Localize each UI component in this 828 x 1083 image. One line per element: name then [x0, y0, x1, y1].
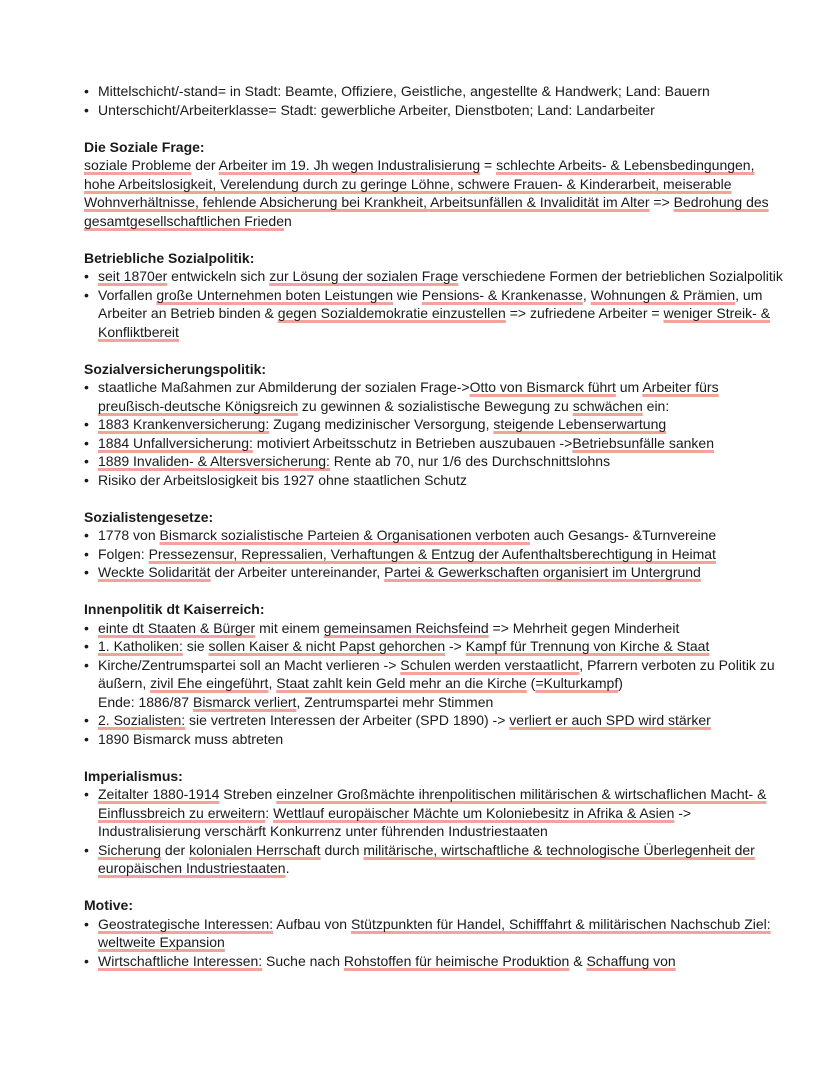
highlighted-text: Rohstoffen für heimische Produktion	[343, 952, 570, 969]
highlighted-text: Partei & Gewerkschaften organisiert im Untergrund	[384, 564, 701, 580]
bullet-list	[84, 378, 788, 489]
section-gap	[84, 230, 788, 249]
highlighted-text: Bismarck verliert	[192, 693, 297, 710]
bullet-list	[84, 785, 788, 878]
bullet-item	[84, 619, 788, 638]
bullet-item	[84, 563, 788, 582]
bullet-item	[84, 711, 788, 730]
text-segment: ->	[445, 638, 466, 654]
bullet-item	[84, 101, 788, 120]
text-segment: Ende: 1886/87	[98, 693, 193, 710]
section	[84, 896, 788, 970]
highlighted-text: einte dt Staaten & Bürger	[98, 619, 256, 636]
bullet-item	[84, 915, 788, 952]
highlighted-text: Arbeiter im 19. Jh wegen Industralisierung	[218, 157, 481, 173]
section-heading: Betriebliche Sozialpolitik:	[84, 249, 255, 266]
text-segment: n	[284, 212, 292, 229]
highlighted-text: Pensions- & Krankenasse	[421, 286, 583, 303]
text-segment: ein:	[642, 397, 670, 414]
bullet-item	[84, 452, 788, 471]
text-segment: auch Gesangs- &Turnvereine	[529, 527, 717, 543]
highlighted-text: seit 1870er	[98, 268, 168, 284]
text-segment: :	[265, 804, 274, 821]
highlighted-text: =Kulturkampf	[535, 675, 619, 691]
text-segment: Risiko der Arbeitslosigkeit bis 1927 ohne staatlichen Schutz	[98, 471, 467, 488]
highlighted-text: Bismarck sozialistische Parteien & Organisationen verboten	[159, 527, 530, 543]
text-segment: entwickeln sich	[167, 268, 270, 284]
highlighted-text: weniger Streik- & Konfliktbereit	[98, 305, 771, 340]
bullet-item	[84, 415, 788, 434]
text-segment: Kirche/Zentrumspartei soll an Macht verlieren ->	[98, 656, 401, 673]
highlighted-text: Staat zahlt kein Geld mehr an die Kirche	[276, 675, 527, 691]
bullet-item	[84, 952, 788, 971]
highlighted-text: steigende Lebenserwartung	[493, 416, 667, 432]
bullet-item	[84, 526, 788, 545]
bullet-list	[84, 267, 788, 341]
text-segment: , Zentrumspartei mehr Stimmen	[296, 693, 494, 710]
text-segment: der Arbeiter untereinander,	[210, 564, 385, 580]
text-segment: , Pfarrern verboten zu Politik zu äußern,	[98, 656, 775, 691]
highlighted-text: 1884 Unfallversicherung:	[98, 434, 253, 451]
highlighted-text: große Unternehmen boten Leistungen	[156, 286, 393, 303]
highlighted-text: Wettlauf europäischer Mächte um Koloniebesitz in Afrika & Asien	[273, 804, 675, 821]
text-segment: sie vertreten Interessen der Arbeiter (SPD 1890) ->	[185, 712, 510, 728]
section-heading: Innenpolitik dt Kaiserreich:	[84, 601, 265, 617]
highlighted-text: Schulen werden verstaatlicht	[400, 656, 580, 673]
highlighted-text: sollen Kaiser & nicht Papst gehorchen	[208, 638, 446, 654]
highlighted-text: schlechte Arbeits- & Lebensbedingungen, hohe Arbeitslosigkeit, Verelendung durch zu geringe Löhne, schwere Frauen- & Kinderarbeit, meiserable Wohnverhältnisse, fehlende Absicherung bei Krankheit, Arbeitsunfällen & Invalidität im Alter	[84, 157, 755, 210]
highlighted-text: Stützpunkten für Handel, Schifffahrt & militärischen Nachschub Ziel: weltweite Expansion	[98, 915, 771, 950]
highlighted-text: Arbeiter fürs preußisch-deutsche Königsreich	[98, 379, 719, 414]
section	[84, 82, 788, 119]
section-heading: Motive:	[84, 897, 133, 913]
highlighted-text: einzelner Großmächte ihrenpolitischen militärischen & wirtschaflichen Macht- & Einflussbreich zu erweitern	[98, 786, 767, 821]
highlighted-text: verliert er auch SPD wird stärker	[509, 712, 711, 728]
highlighted-text: Otto von Bismarck führt	[469, 379, 616, 395]
highlighted-text: Sicherung	[98, 841, 162, 858]
highlighted-text: 1889 Invaliden- & Altersversicherung:	[98, 453, 330, 469]
text-segment: wie	[392, 286, 422, 303]
bullet-list	[84, 526, 788, 582]
text-segment: Streben	[219, 786, 277, 802]
text-segment: -> Industralisierung verschärft Konkurrenz unter führenden Industriestaaten	[98, 804, 692, 839]
bullet-item	[84, 545, 788, 564]
highlighted-text: Betriebsunfälle sanken	[572, 434, 714, 451]
section-heading: Sozialversicherungspolitik:	[84, 360, 267, 377]
section-heading: Sozialistengesetze:	[84, 508, 214, 525]
bullet-item	[84, 785, 788, 841]
text-segment: staatliche Maßahmen zur Abmilderung der sozialen Frage->	[98, 379, 470, 395]
bullet-list	[84, 619, 788, 749]
paragraph	[84, 156, 788, 230]
text-segment: der	[191, 157, 219, 173]
text-segment: Folgen:	[98, 545, 149, 562]
text-segment: Unterschicht/Arbeiterklasse= Stadt: gewerbliche Arbeiter, Dienstboten; Land: Landarbeiter	[98, 101, 655, 118]
text-segment: =>	[649, 194, 674, 210]
bullet-item	[84, 471, 788, 490]
highlighted-text: zur Lösung der sozialen Frage	[269, 268, 459, 284]
text-segment: ,	[268, 675, 277, 691]
text-segment: um	[615, 379, 643, 395]
section-gap	[84, 119, 788, 138]
text-segment: , um Arbeiter an Betrieb binden &	[98, 286, 763, 321]
bullet-item	[84, 82, 788, 101]
section	[84, 360, 788, 490]
bullet-item	[84, 656, 788, 712]
section	[84, 138, 788, 231]
highlighted-text: 1. Katholiken:	[98, 638, 183, 654]
section	[84, 508, 788, 582]
text-segment: motiviert Arbeitsschutz in Betrieben auszubauen ->	[252, 434, 573, 451]
text-segment: Vorfallen	[98, 286, 157, 303]
text-segment: 1890 Bismarck muss abtreten	[98, 730, 284, 747]
section-gap	[84, 341, 788, 360]
bullet-item	[84, 267, 788, 286]
text-segment: sie	[182, 638, 209, 654]
highlighted-text: 2. Sozialisten:	[98, 712, 186, 728]
bullet-item	[84, 286, 788, 342]
highlighted-text: Geostrategische Interessen:	[98, 915, 274, 932]
section-heading: Die Soziale Frage:	[84, 138, 205, 155]
text-segment: .	[285, 860, 290, 876]
document-content	[84, 82, 788, 970]
highlighted-text: Kampf für Trennung von Kirche & Staat	[465, 638, 710, 654]
bullet-item	[84, 637, 788, 656]
bullet-item	[84, 841, 788, 878]
highlighted-text: Pressezensur, Repressalien, Verhaftungen & Entzug der Aufenthaltsberechtigung in Heimat	[148, 545, 716, 562]
highlighted-text: kolonialen Herrschaft	[189, 841, 321, 858]
highlighted-text: 1883 Krankenversicherung:	[98, 416, 270, 432]
highlighted-text: soziale Probleme	[84, 157, 192, 173]
highlighted-text: gegen Sozialdemokratie einzustellen	[277, 305, 506, 321]
text-segment: 1778 von	[98, 527, 160, 543]
text-segment: der	[161, 841, 190, 858]
highlighted-text: Wirtschaftliche Interessen:	[98, 952, 263, 969]
section-gap	[84, 878, 788, 897]
section-gap	[84, 748, 788, 767]
bullet-item	[84, 730, 788, 749]
highlighted-text: militärische, wirtschaftliche & technologische Überlegenheit der europäischen Industriestaaten	[98, 841, 755, 876]
section	[84, 600, 788, 748]
highlighted-text: zivil Ehe eingeführt	[150, 675, 269, 691]
highlighted-text: Wohnungen & Prämien	[590, 286, 736, 303]
highlighted-text: Schaffung von	[586, 952, 676, 969]
bullet-list	[84, 82, 788, 119]
bullet-list	[84, 915, 788, 971]
text-segment: durch	[320, 841, 364, 858]
section	[84, 249, 788, 342]
text-segment: zu gewinnen & sozialistische Bewegung zu	[298, 397, 573, 414]
highlighted-text: gemeinsamen Reichsfeind	[323, 619, 489, 636]
text-segment: (	[526, 675, 536, 691]
text-segment: Suche nach	[262, 952, 344, 969]
highlighted-text: Bedrohung des gesamtgesellschaftlichen Friede	[84, 194, 769, 229]
section-gap	[84, 489, 788, 508]
section-heading: Imperialismus:	[84, 767, 183, 784]
text-segment: &	[569, 952, 587, 969]
text-segment: Mittelschicht/-stand= in Stadt: Beamte, Offiziere, Geistliche, angestellte & Handwerk; Land: Bauern	[98, 83, 710, 99]
text-segment: =	[480, 157, 497, 173]
section	[84, 767, 788, 878]
text-segment: verschiedene Formen der betrieblichen Sozialpolitik	[458, 268, 783, 284]
bullet-item	[84, 378, 788, 415]
text-segment: Aufbau von	[273, 915, 351, 932]
text-segment: Zugang medizinischer Versorgung,	[269, 416, 494, 432]
highlighted-text: Weckte Solidarität	[98, 564, 211, 580]
highlighted-text: Zeitalter 1880-1914	[98, 786, 220, 802]
text-segment: => zufriedene Arbeiter =	[505, 305, 664, 321]
text-segment: Rente ab 70, nur 1/6 des Durchschnittslohns	[329, 453, 611, 469]
text-segment: )	[618, 675, 623, 691]
text-segment: mit einem	[255, 619, 324, 636]
section-gap	[84, 582, 788, 601]
text-segment: ,	[582, 286, 591, 303]
highlighted-text: schwächen	[572, 397, 643, 414]
bullet-item	[84, 434, 788, 453]
text-segment: => Mehrheit gegen Minderheit	[488, 619, 680, 636]
